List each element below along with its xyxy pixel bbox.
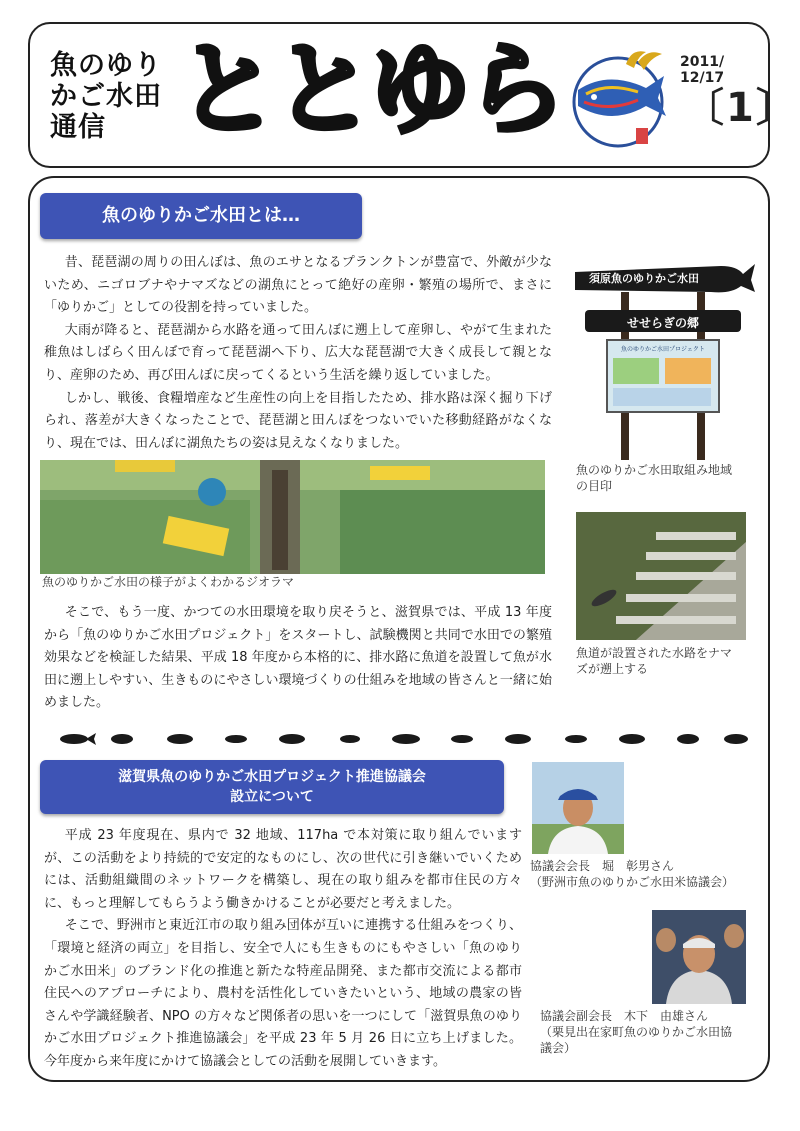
- fish-logo-icon: [568, 42, 672, 152]
- vice-chairman-photo: [652, 910, 746, 1004]
- section2-title-line1: 滋賀県魚のゆりかご水田プロジェクト推進協議会: [118, 769, 426, 785]
- section1-text-continued: [44, 602, 552, 715]
- fishway-photo: [576, 512, 746, 640]
- fishway-caption: 魚道が設置された水路をナマ ズが遡上する: [576, 646, 733, 676]
- section1-title: 魚のゆりかご水田とは…: [40, 193, 362, 239]
- project-sign-photo: [571, 262, 755, 460]
- section1-paragraph-2: 大雨が降ると、琵琶湖から水路を通って田んぼに遡上して産卵し、やがて生まれた稚魚はしばらく田んぼで育って琵琶湖へ下り、広大な琵琶湖で大きく成長して親となり、産卵のため、再び田んぼに戻ってくるという生活を繰り返していました。: [44, 322, 552, 383]
- section2-title-line2: 設立について: [230, 789, 314, 805]
- section2-title: [40, 760, 504, 814]
- section2-paragraph-1: 平成 23 年度現在、県内で 32 地域、117ha で本対策に取り組んでいますが、この活動をより持続的で安定的なものにし、次の世代に引き継いでいくためには、活動組織間のネットワークを構築し、現在の取り組みを都市住民の方々に、もっと理解してもらうよう働きかけることが必要だと考えました。: [44, 828, 522, 911]
- section2-paragraph-2: そこで、野洲市と東近江市の取り組み団体が互いに連携する仕組みをつくり、「環境と経済の両立」を目指し、安全で人にも生きものにもやさしい「魚のゆりかご水田米」のブランド化の推進と新たな特産品開発、また都市交流による都市住民へのアプローチにより、農村を活性化していきたいという、地域の農家の皆さんや学識経験者、NPO の方々など関係者の思いを一つにして「滋賀県魚のゆりかご水田プロジェクト推進協議会」を平成 23 年 5 月 26 日に立ち上げました。今年度から来年度にかけて協議会としての活動を展開していきます。: [44, 918, 522, 1069]
- sign-top-text: 須原魚のゆりかご水田: [589, 272, 699, 285]
- issue-number: 〔1〕: [684, 85, 798, 131]
- chairman-photo: [532, 762, 624, 854]
- sign-middle-text: せせらぎの郷: [626, 316, 699, 330]
- section1-text: [44, 252, 552, 455]
- section1-paragraph-3: しかし、戦後、食糧増産など生産性の向上を目指したため、排水路は深く掘り下げられ、落差が大きくなったことで、琵琶湖と田んぼをつないでいた移動経路がなくなり、現在では、田んぼに湖魚たちの姿は見えなくなりました。: [44, 390, 552, 451]
- sign-board-text: 魚のゆりかご水田プロジェクト: [621, 346, 705, 353]
- newsletter-subtitle: 魚のゆり かご水田 通信: [50, 50, 162, 143]
- chairman-caption: 協議会会長 堀 彰男さん （野洲市魚のゆりかご水田米協議会）: [530, 859, 735, 889]
- issue-date: 2011/ 12/17: [680, 54, 725, 86]
- vice-chairman-caption: 協議会副会長 木下 由雄さん （栗見出在家町魚のゆりかご水田協 議会）: [540, 1009, 733, 1055]
- section1-paragraph-4: そこで、もう一度、かつての水田環境を取り戻そうと、滋賀県では、平成 13 年度から「魚のゆりかご水田プロジェクト」をスタートし、試験機関と共同で水田での繁殖効果などを検証した結果、平成 18 年度から本格的に、排水路に魚道を設置して魚が水田に遡上しやすい、生きものにやさしい環境づくりの仕組みを地域の皆さんと一緒に始めました。: [44, 605, 552, 711]
- newsletter-title: ととゆら: [178, 31, 562, 148]
- masthead: [28, 22, 798, 168]
- diorama-photo: [40, 460, 545, 574]
- diorama-caption: 魚のゆりかご水田の様子がよくわかるジオラマ: [42, 575, 295, 589]
- section2-text: [44, 825, 522, 1074]
- fish-divider-icon: [60, 727, 750, 751]
- sign-caption: 魚のゆりかご水田取組み地域 の目印: [576, 463, 733, 493]
- section1-paragraph-1: 昔、琵琶湖の周りの田んぼは、魚のエサとなるプランクトンが豊富で、外敵が少ないため、ニゴロブナやナマズなどの湖魚にとって絶好の産卵・繁殖の場所で、まさに「ゆりかご」としての役割を持っていました。: [44, 255, 552, 316]
